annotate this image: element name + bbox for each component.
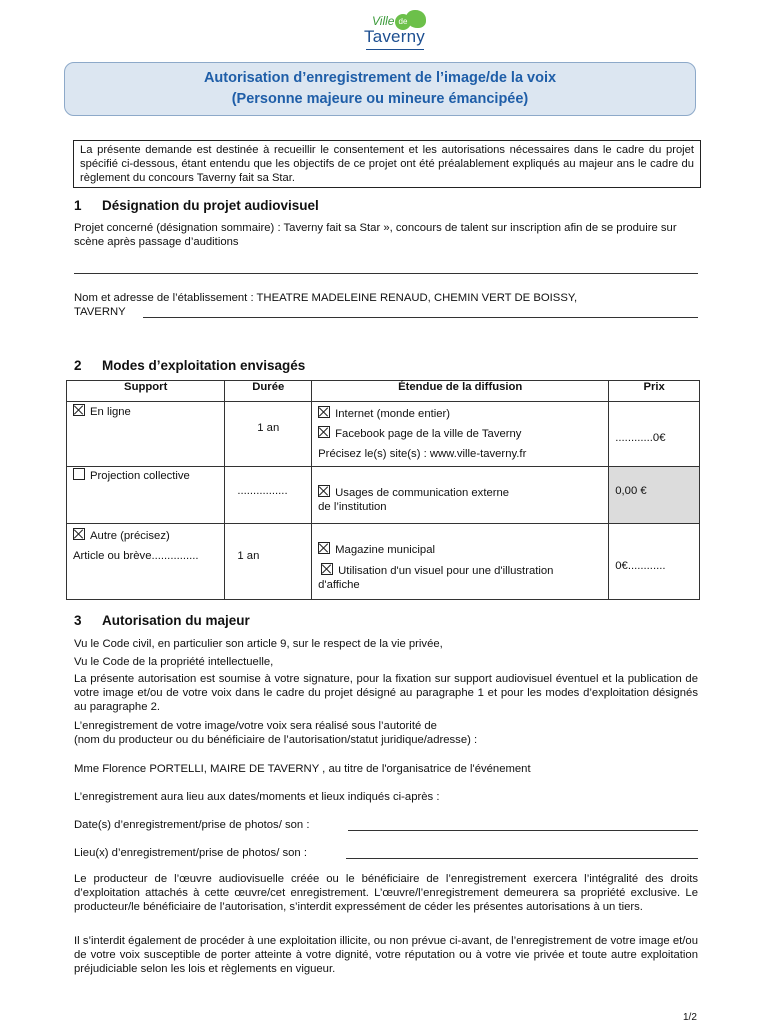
diffusion-usages: Usages de communication externe [335,487,510,499]
section-1-number: 1 [74,198,82,213]
diffusion-magazine: Magazine municipal [335,544,435,556]
sites-line: Précisez le(s) site(s) : www.ville-taverny.fr [318,448,527,460]
intro-box: La présente demande est destinée à recueillir le consentement et les autorisations nécessaires dans le cadre du projet spécifié ci-dessous, étant entendu que les objectifs de ce projet ont été préalablement expliqués au majeur ans le cadre du règlement du concours Taverny fait sa Star. [73,140,701,188]
prix-cell: 0€............ [609,524,700,600]
page-number: 1/2 [683,1012,697,1023]
establishment-line-2: TAVERNY [74,306,126,318]
section-1-heading [74,198,319,213]
logo-name: Taverny [364,27,425,46]
lieux-label: Lieu(x) d’enregistrement/prise de photos/ son : [74,847,307,859]
checkbox-visuel[interactable] [321,563,333,575]
diffusion-cell [312,402,609,467]
paragraph: La présente autorisation est soumise à votre signature, pour la fixation sur support audiovisuel éventuel et la publication de votre image et/ou de votre voix dans le cadre du projet désigné au paragraphe 1 et pour les modes d’exploitation désignés au paragraphe 2. [74,673,698,713]
table-row [67,524,700,600]
diffusion-facebook: Facebook page de la ville de Taverny [335,428,522,440]
list-item [318,485,602,500]
establishment-blank-line [143,317,698,318]
section-3-heading [74,613,250,628]
checkbox-autre[interactable] [73,528,85,540]
lieux-field-line[interactable] [346,858,698,859]
blank-line [74,273,698,274]
paragraph: L’enregistrement de votre image/votre voix sera réalisé sous l’autorité de [74,720,437,732]
table-row [67,402,700,467]
ville-de-taverny-logo [362,10,432,52]
logo-ville: Ville [372,14,395,28]
table-row [67,467,700,524]
duree-cell: 1 an [225,524,312,600]
checkbox-facebook[interactable] [318,426,330,438]
list-item [318,404,602,424]
diffusion-cell [312,467,609,524]
section-2-title: Modes d’exploitation envisagés [102,358,306,373]
producer-line: Mme Florence PORTELLI, MAIRE DE TAVERNY , au titre de l'organisatrice de l'événement [74,763,531,775]
title-line-2: (Personne majeure ou mineure émancipée) [231,91,529,107]
section-3-number: 3 [74,613,82,628]
logo-underline [366,49,424,50]
section-3-title: Autorisation du majeur [102,613,250,628]
paragraph: L’enregistrement aura lieu aux dates/moments et lieux indiqués ci-après : [74,791,440,803]
support-cell [67,524,225,600]
support-label: Projection collective [90,470,190,482]
paragraph: (nom du producteur ou du bénéficiaire de l’autorisation/statut juridique/adresse) : [74,734,478,746]
support-cell [67,467,225,524]
establishment-line-1: Nom et adresse de l’établissement : THEATRE MADELEINE RENAUD, CHEMIN VERT DE BOISSY, [74,292,578,304]
support-label: Autre (précisez) [90,530,170,542]
diffusion-cell [312,524,609,600]
project-description: Projet concerné (désignation sommaire) : Taverny fait sa Star », concours de talent sur inscription afin de se produire sur scène après passage d’auditions [74,222,677,248]
title-line-1: Autorisation d’enregistrement de l’image/de la voix [203,70,557,86]
paragraph: Vu le Code de la propriété intellectuelle, [74,656,274,668]
checkbox-magazine[interactable] [318,542,330,554]
section-2-number: 2 [74,358,82,373]
dates-field-line[interactable] [348,830,698,831]
dates-label: Date(s) d’enregistrement/prise de photos/ son : [74,819,310,831]
diffusion-visuel: Utilisation d'un visuel pour une d'illustration [338,565,554,577]
section-1-title: Désignation du projet audiovisuel [102,198,319,213]
support-label: En ligne [90,406,131,418]
paragraph: Vu le Code civil, en particulier son article 9, sur le respect de la vie privée, [74,638,443,650]
list-item [318,563,602,578]
header-prix: Prix [609,381,700,402]
header-duree: Durée [225,381,312,402]
diffusion-visuel-cont: d'affiche [318,579,360,591]
list-item [318,542,602,557]
list-item [318,424,602,444]
duree-cell: ................ [225,467,312,524]
checkbox-projection[interactable] [73,468,85,480]
prix-cell: 0,00 € [609,467,700,524]
checkbox-usages[interactable] [318,485,330,497]
section-2-heading [74,358,305,373]
paragraph: Le producteur de l’œuvre audiovisuelle créée ou le bénéficiaire de l’enregistrement exercera l’intégralité des droits d’exploitation attachés à cette œuvre/cet enregistrement. L’œuvre/l’enregistrement demeurera sa propriété exclusive. Le producteur/le bénéficiaire de l’autorisation, s’interdit expressément de céder les présentes autorisations à un tiers. [74,873,698,913]
support-cell [67,402,225,467]
checkbox-en-ligne[interactable] [73,404,85,416]
document-title [64,62,696,116]
diffusion-usages-cont: de l’institution [318,501,387,513]
header-diffusion: Étendue de la diffusion [312,381,609,402]
support-detail: Article ou brève............... [73,550,199,562]
checkbox-internet[interactable] [318,406,330,418]
modes-table [66,380,700,600]
table-header-row [67,381,700,402]
list-item [73,526,218,546]
prix-cell: ............0€ [609,402,700,467]
diffusion-internet: Internet (monde entier) [335,408,451,420]
duree-cell: 1 an [225,402,312,467]
logo-de: de [395,14,411,30]
paragraph: Il s’interdit également de procéder à une exploitation illicite, ou non prévue ci-avant, de l’enregistrement de votre image et/ou de votre voix susceptible de porter atteinte à votre dignité, votre réputation ou à votre vie privée et toute autre exploitation préjudiciable selon les lois et règlements en vigueur. [74,935,698,975]
header-support: Support [67,381,225,402]
